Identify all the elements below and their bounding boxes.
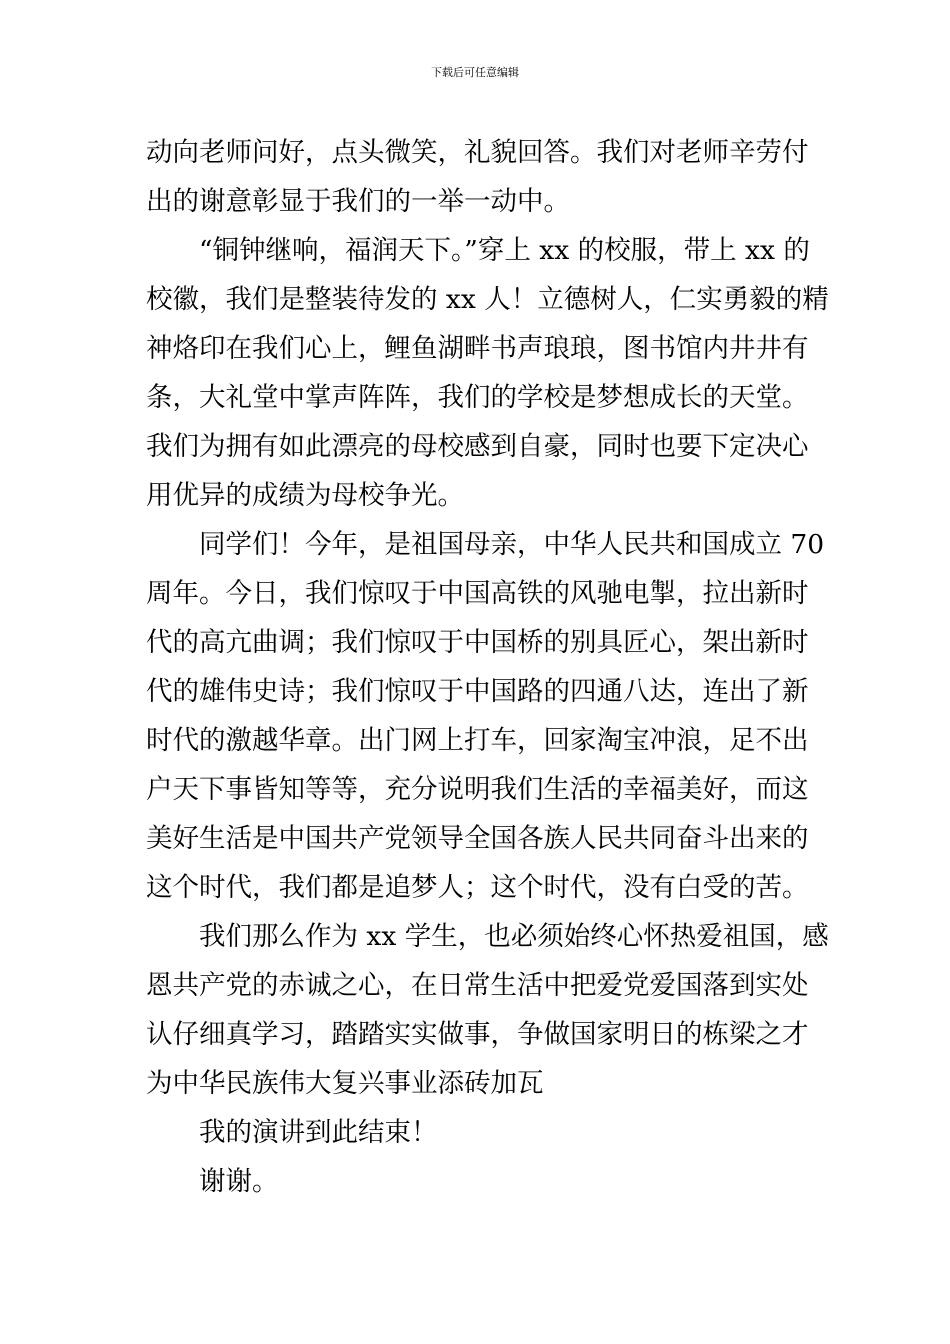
text-line: 户天下事皆知等等，充分说明我们生活的幸福美好，而这 (146, 774, 809, 805)
text-line: 代的高亢曲调；我们惊叹于中国桥的别具匠心，架出新时 (146, 627, 809, 658)
text-line: 周年。今日，我们惊叹于中国高铁的风驰电掣，拉出新时 (146, 578, 809, 609)
text-line: 动向老师问好，点头微笑，礼貌回答。我们对老师辛劳付 (146, 137, 809, 168)
text-line: 我的演讲到此结束！ (199, 1117, 438, 1148)
text-line: 谢谢。 (199, 1166, 279, 1197)
text-line: 我们为拥有如此漂亮的母校感到自豪，同时也要下定决心 (146, 431, 809, 462)
text-line: 恩共产党的赤诚之心，在日常生活中把爱党爱国落到实处 (146, 970, 809, 1001)
text-line: 出的谢意彰显于我们的一举一动中。 (146, 186, 570, 217)
text-line: 神烙印在我们心上，鲤鱼湖畔书声琅琅，图书馆内井井有 (146, 333, 809, 364)
text-line: 认仔细真学习，踏踏实实做事，争做国家明日的栋梁之才 (146, 1019, 809, 1050)
text-line: “铜钟继响，福润天下。”穿上 xx 的校服，带上 xx 的 (199, 235, 810, 266)
text-line: 美好生活是中国共产党领导全国各族人民共同奋斗出来的 (146, 823, 809, 854)
text-line: 我们那么作为 xx 学生，也必须始终心怀热爱祖国，感 (199, 921, 829, 952)
text-line: 代的雄伟史诗；我们惊叹于中国路的四通八达，连出了新 (146, 676, 809, 707)
text-line: 校徽，我们是整装待发的 xx 人！立德树人，仁实勇毅的精 (146, 284, 829, 315)
text-line: 为中华民族伟大复兴事业添砖加瓦 (146, 1068, 544, 1099)
text-line: 同学们！今年，是祖国母亲，中华人民共和国成立 70 (199, 529, 825, 560)
document-body (146, 128, 829, 1206)
text-line: 这个时代，我们都是追梦人；这个时代，没有白受的苦。 (146, 872, 809, 903)
page-header: 下载后可任意编辑 (431, 66, 519, 79)
text-line: 时代的激越华章。出门网上打车，回家淘宝冲浪，足不出 (146, 725, 809, 756)
text-line: 条，大礼堂中掌声阵阵，我们的学校是梦想成长的天堂。 (146, 382, 809, 413)
text-line: 用优异的成绩为母校争光。 (146, 480, 464, 511)
